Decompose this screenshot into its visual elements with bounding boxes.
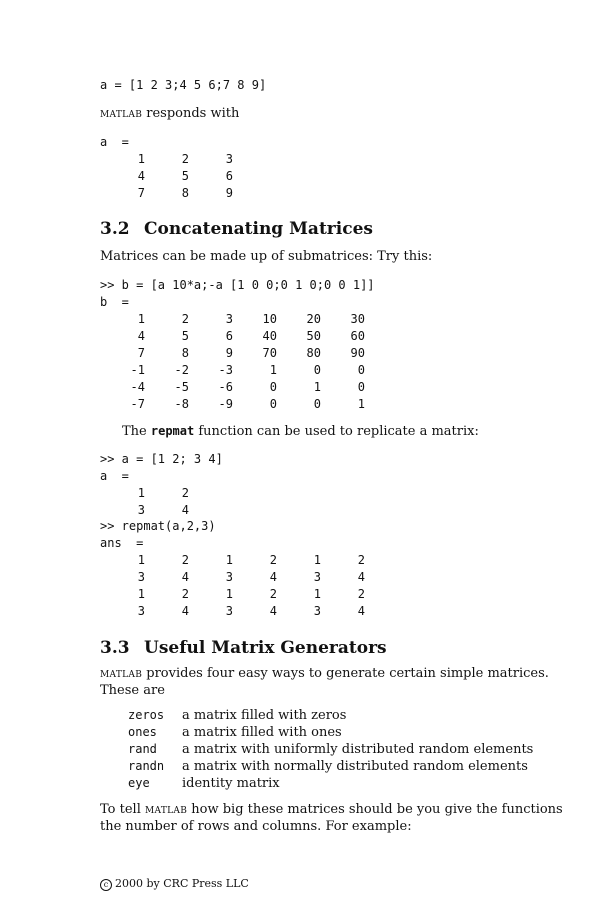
paragraph-size-line2: the number of rows and columns. For example: xyxy=(100,819,412,834)
matrix-cell: 4 xyxy=(137,169,145,183)
generator-item xyxy=(128,724,533,741)
matrix-cell: 3 xyxy=(137,570,145,584)
matrix-cell: 0 xyxy=(357,380,365,394)
section-heading-3-2 xyxy=(100,219,373,239)
matrix-cell: -9 xyxy=(218,397,233,411)
matrix-cell: 70 xyxy=(262,346,277,360)
matrix-cell: 4 xyxy=(181,604,189,618)
matrix-cell: 8 xyxy=(181,186,189,200)
matrix-cell: 80 xyxy=(306,346,321,360)
section-title: Concatenating Matrices xyxy=(144,219,373,239)
matrix-cell: 0 xyxy=(313,397,321,411)
matrix-cell: 6 xyxy=(225,169,233,183)
matrix-row xyxy=(100,485,189,502)
matrix-cell: 7 xyxy=(137,186,145,200)
matrix-row xyxy=(100,185,233,202)
matrix-cell: -7 xyxy=(130,397,145,411)
matrix-cell: 10 xyxy=(262,312,277,326)
matrix-cell: 0 xyxy=(357,363,365,377)
code-line-define-b: >> b = [a 10*a;-a [1 0 0;0 1 0;0 0 1]] xyxy=(100,278,375,292)
paragraph-responds xyxy=(100,106,239,121)
paragraph-repmat-pre: The xyxy=(122,424,151,439)
section-heading-3-3 xyxy=(100,638,387,658)
matrix-ans-output xyxy=(100,552,365,620)
paragraph-submatrices: Matrices can be made up of submatrices: Try this: xyxy=(100,249,433,264)
matrix-cell: 5 xyxy=(181,329,189,343)
matrix-cell: 2 xyxy=(181,312,189,326)
matrix-cell: 4 xyxy=(357,604,365,618)
matrix-cell: 2 xyxy=(181,152,189,166)
matrix-cell: 3 xyxy=(313,570,321,584)
matrix-cell: 1 xyxy=(313,380,321,394)
paragraph-repmat xyxy=(122,424,479,439)
matlab-smallcaps: matlab xyxy=(100,106,143,121)
matrix-cell: 0 xyxy=(313,363,321,377)
matrix-row xyxy=(100,328,365,345)
matrix-cell: 6 xyxy=(225,329,233,343)
matrix-cell: 4 xyxy=(181,503,189,517)
matrix-row xyxy=(100,552,365,569)
matrix-cell: 2 xyxy=(181,553,189,567)
matrix-a2-output xyxy=(100,485,189,519)
output-label-a2: a = xyxy=(100,469,129,483)
matrix-a-output xyxy=(100,151,233,202)
matrix-cell: 4 xyxy=(269,604,277,618)
matrix-cell: 1 xyxy=(313,553,321,567)
section-title: Useful Matrix Generators xyxy=(144,638,387,658)
matlab-smallcaps: matlab xyxy=(100,666,143,681)
generator-description: a matrix with uniformly distributed random elements xyxy=(182,742,534,757)
paragraph-responds-text: responds with xyxy=(142,106,240,121)
matrix-cell: 3 xyxy=(313,604,321,618)
matrix-cell: -3 xyxy=(218,363,233,377)
generator-item xyxy=(128,741,533,758)
matrix-cell: -1 xyxy=(130,363,145,377)
matrix-row xyxy=(100,603,365,620)
matrix-cell: 2 xyxy=(269,553,277,567)
matrix-cell: 7 xyxy=(137,346,145,360)
generator-item xyxy=(128,758,533,775)
generator-name: ones xyxy=(128,725,157,739)
generator-list xyxy=(128,707,533,792)
matrix-row xyxy=(100,502,189,519)
matrix-cell: 2 xyxy=(357,553,365,567)
matrix-cell: 2 xyxy=(357,587,365,601)
matlab-smallcaps: matlab xyxy=(145,802,188,817)
section-number: 3.3 xyxy=(100,638,130,658)
matrix-cell: -5 xyxy=(174,380,189,394)
matrix-cell: 9 xyxy=(225,346,233,360)
matrix-row xyxy=(100,586,365,603)
matrix-cell: 4 xyxy=(137,329,145,343)
matrix-row xyxy=(100,151,233,168)
matrix-cell: 3 xyxy=(225,312,233,326)
output-label-ans: ans = xyxy=(100,536,144,550)
generator-item xyxy=(128,707,533,724)
matrix-cell: 3 xyxy=(225,570,233,584)
matrix-cell: 4 xyxy=(357,570,365,584)
matrix-cell: -6 xyxy=(218,380,233,394)
matrix-cell: 90 xyxy=(350,346,365,360)
matrix-cell: 3 xyxy=(225,604,233,618)
matrix-cell: 0 xyxy=(269,397,277,411)
matrix-cell: 2 xyxy=(181,587,189,601)
output-label-b: b = xyxy=(100,295,129,309)
matrix-cell: 1 xyxy=(357,397,365,411)
generator-description: identity matrix xyxy=(182,776,280,791)
section-number: 3.2 xyxy=(100,219,130,239)
generator-description: a matrix filled with zeros xyxy=(182,708,347,723)
code-line-define-a2: >> a = [1 2; 3 4] xyxy=(100,452,223,466)
matrix-cell: 1 xyxy=(137,486,145,500)
matrix-cell: -4 xyxy=(130,380,145,394)
matrix-cell: 4 xyxy=(269,570,277,584)
matrix-row xyxy=(100,569,365,586)
paragraph-repmat-post: function can be used to replicate a matrix: xyxy=(194,424,479,439)
matrix-cell: -8 xyxy=(174,397,189,411)
matrix-cell: 5 xyxy=(181,169,189,183)
paragraph-size-pre: To tell xyxy=(100,802,145,817)
copyright-icon: c xyxy=(100,879,112,891)
generator-item xyxy=(128,775,533,792)
generator-name: randn xyxy=(128,759,165,773)
matrix-cell: 9 xyxy=(225,186,233,200)
copyright-text: 2000 by CRC Press LLC xyxy=(115,877,249,890)
matrix-cell: 3 xyxy=(137,503,145,517)
matrix-cell: 1 xyxy=(137,587,145,601)
paragraph-generators-line1: provides four easy ways to generate certain simple matrices. xyxy=(142,666,549,681)
paragraph-generators-intro xyxy=(100,666,549,681)
matrix-cell: 2 xyxy=(269,587,277,601)
matrix-cell: 4 xyxy=(181,570,189,584)
output-label-a: a = xyxy=(100,135,129,149)
matrix-cell: 1 xyxy=(225,553,233,567)
matrix-cell: 50 xyxy=(306,329,321,343)
matrix-row xyxy=(100,362,365,379)
matrix-row xyxy=(100,311,365,328)
repmat-code: repmat xyxy=(150,424,195,438)
matrix-cell: 30 xyxy=(350,312,365,326)
matrix-cell: 20 xyxy=(306,312,321,326)
matrix-row xyxy=(100,168,233,185)
generator-name: rand xyxy=(128,742,157,756)
generator-description: a matrix with normally distributed random elements xyxy=(182,759,528,774)
matrix-cell: 1 xyxy=(137,312,145,326)
matrix-cell: 1 xyxy=(137,553,145,567)
matrix-cell: 1 xyxy=(269,363,277,377)
code-line-define-a: a = [1 2 3;4 5 6;7 8 9] xyxy=(100,78,267,92)
matrix-cell: 8 xyxy=(181,346,189,360)
generator-name: zeros xyxy=(128,708,165,722)
matrix-cell: 0 xyxy=(269,380,277,394)
matrix-cell: 3 xyxy=(137,604,145,618)
matrix-row xyxy=(100,345,365,362)
matrix-b-output xyxy=(100,311,365,413)
generator-description: a matrix filled with ones xyxy=(182,725,342,740)
matrix-cell: 40 xyxy=(262,329,277,343)
code-line-repmat: >> repmat(a,2,3) xyxy=(100,519,216,533)
matrix-cell: 1 xyxy=(225,587,233,601)
matrix-cell: 2 xyxy=(181,486,189,500)
paragraph-size-line1 xyxy=(100,802,563,817)
matrix-cell: 3 xyxy=(225,152,233,166)
copyright-footer xyxy=(100,877,249,891)
matrix-row xyxy=(100,379,365,396)
matrix-cell: 1 xyxy=(137,152,145,166)
matrix-cell: 1 xyxy=(313,587,321,601)
paragraph-size-post: how big these matrices should be you give the functions xyxy=(187,802,563,817)
generator-name: eye xyxy=(128,776,150,790)
matrix-cell: 60 xyxy=(350,329,365,343)
matrix-cell: -2 xyxy=(174,363,189,377)
paragraph-generators-line2: These are xyxy=(100,683,165,698)
matrix-row xyxy=(100,396,365,413)
